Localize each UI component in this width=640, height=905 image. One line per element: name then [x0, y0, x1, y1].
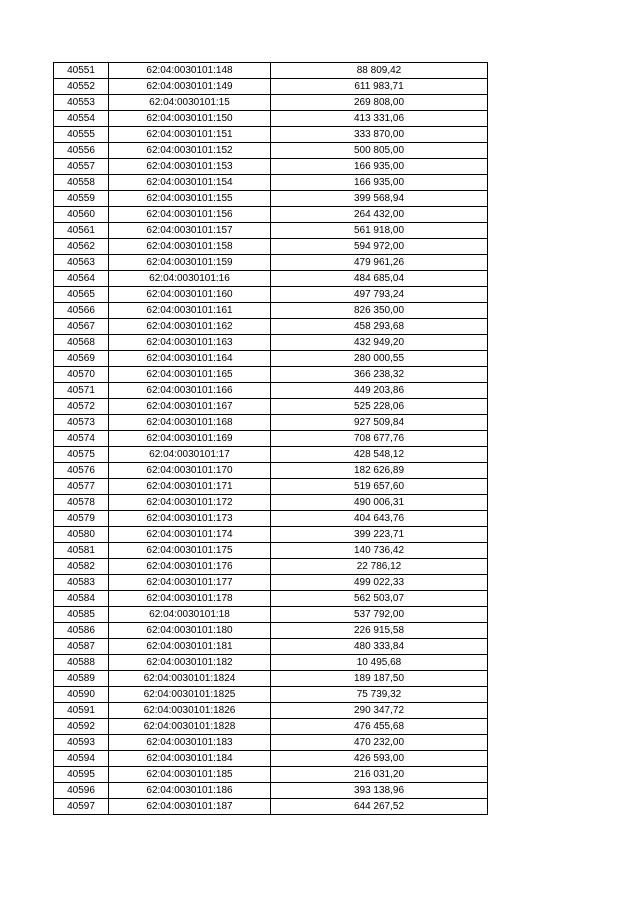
row-number-cell: 40575 — [54, 447, 109, 463]
table-row — [54, 751, 488, 767]
row-number-cell: 40588 — [54, 655, 109, 671]
table-row — [54, 383, 488, 399]
row-number-cell: 40594 — [54, 751, 109, 767]
table-row — [54, 399, 488, 415]
value-cell: 366 238,32 — [271, 367, 488, 383]
row-number-cell: 40561 — [54, 223, 109, 239]
value-cell: 426 593,00 — [271, 751, 488, 767]
cadastral-number-cell: 62:04:0030101:186 — [109, 783, 271, 799]
table-row — [54, 671, 488, 687]
table-row — [54, 415, 488, 431]
table-row — [54, 703, 488, 719]
cadastral-number-cell: 62:04:0030101:149 — [109, 79, 271, 95]
table-row — [54, 479, 488, 495]
cadastral-number-cell: 62:04:0030101:175 — [109, 543, 271, 559]
table-row — [54, 559, 488, 575]
row-number-cell: 40562 — [54, 239, 109, 255]
row-number-cell: 40596 — [54, 783, 109, 799]
row-number-cell: 40557 — [54, 159, 109, 175]
table-row — [54, 463, 488, 479]
value-cell: 189 187,50 — [271, 671, 488, 687]
row-number-cell: 40573 — [54, 415, 109, 431]
row-number-cell: 40567 — [54, 319, 109, 335]
cadastral-number-cell: 62:04:0030101:171 — [109, 479, 271, 495]
value-cell: 470 232,00 — [271, 735, 488, 751]
cadastral-number-cell: 62:04:0030101:173 — [109, 511, 271, 527]
cadastral-number-cell: 62:04:0030101:170 — [109, 463, 271, 479]
table-body — [54, 63, 488, 815]
value-cell: 499 022,33 — [271, 575, 488, 591]
row-number-cell: 40568 — [54, 335, 109, 351]
row-number-cell: 40586 — [54, 623, 109, 639]
value-cell: 166 935,00 — [271, 175, 488, 191]
table-row — [54, 271, 488, 287]
value-cell: 88 809,42 — [271, 63, 488, 79]
table-row — [54, 207, 488, 223]
table-row — [54, 111, 488, 127]
value-cell: 226 915,58 — [271, 623, 488, 639]
table-row — [54, 319, 488, 335]
value-cell: 484 685,04 — [271, 271, 488, 287]
cadastral-number-cell: 62:04:0030101:184 — [109, 751, 271, 767]
table-row — [54, 575, 488, 591]
value-cell: 432 949,20 — [271, 335, 488, 351]
row-number-cell: 40592 — [54, 719, 109, 735]
cadastral-number-cell: 62:04:0030101:1824 — [109, 671, 271, 687]
value-cell: 182 626,89 — [271, 463, 488, 479]
row-number-cell: 40572 — [54, 399, 109, 415]
table-row — [54, 239, 488, 255]
cadastral-number-cell: 62:04:0030101:178 — [109, 591, 271, 607]
cadastral-value-table — [53, 62, 488, 815]
value-cell: 140 736,42 — [271, 543, 488, 559]
table-row — [54, 63, 488, 79]
row-number-cell: 40554 — [54, 111, 109, 127]
row-number-cell: 40595 — [54, 767, 109, 783]
value-cell: 75 739,32 — [271, 687, 488, 703]
row-number-cell: 40585 — [54, 607, 109, 623]
table-row — [54, 543, 488, 559]
table-row — [54, 191, 488, 207]
row-number-cell: 40566 — [54, 303, 109, 319]
row-number-cell: 40571 — [54, 383, 109, 399]
row-number-cell: 40578 — [54, 495, 109, 511]
value-cell: 280 000,55 — [271, 351, 488, 367]
table-row — [54, 639, 488, 655]
cadastral-number-cell: 62:04:0030101:159 — [109, 255, 271, 271]
table-row — [54, 431, 488, 447]
cadastral-number-cell: 62:04:0030101:155 — [109, 191, 271, 207]
row-number-cell: 40582 — [54, 559, 109, 575]
cadastral-number-cell: 62:04:0030101:187 — [109, 799, 271, 815]
value-cell: 537 792,00 — [271, 607, 488, 623]
cadastral-number-cell: 62:04:0030101:180 — [109, 623, 271, 639]
cadastral-number-cell: 62:04:0030101:16 — [109, 271, 271, 287]
cadastral-number-cell: 62:04:0030101:182 — [109, 655, 271, 671]
value-cell: 428 548,12 — [271, 447, 488, 463]
cadastral-number-cell: 62:04:0030101:150 — [109, 111, 271, 127]
row-number-cell: 40583 — [54, 575, 109, 591]
value-cell: 269 808,00 — [271, 95, 488, 111]
cadastral-value-sheet — [53, 62, 487, 815]
row-number-cell: 40564 — [54, 271, 109, 287]
table-row — [54, 255, 488, 271]
value-cell: 264 432,00 — [271, 207, 488, 223]
row-number-cell: 40559 — [54, 191, 109, 207]
row-number-cell: 40570 — [54, 367, 109, 383]
cadastral-number-cell: 62:04:0030101:177 — [109, 575, 271, 591]
cadastral-number-cell: 62:04:0030101:1828 — [109, 719, 271, 735]
table-row — [54, 127, 488, 143]
table-row — [54, 79, 488, 95]
cadastral-number-cell: 62:04:0030101:153 — [109, 159, 271, 175]
table-row — [54, 223, 488, 239]
value-cell: 290 347,72 — [271, 703, 488, 719]
row-number-cell: 40574 — [54, 431, 109, 447]
cadastral-number-cell: 62:04:0030101:1826 — [109, 703, 271, 719]
table-row — [54, 607, 488, 623]
row-number-cell: 40580 — [54, 527, 109, 543]
value-cell: 525 228,06 — [271, 399, 488, 415]
value-cell: 500 805,00 — [271, 143, 488, 159]
value-cell: 594 972,00 — [271, 239, 488, 255]
value-cell: 458 293,68 — [271, 319, 488, 335]
table-row — [54, 687, 488, 703]
table-row — [54, 159, 488, 175]
value-cell: 479 961,26 — [271, 255, 488, 271]
table-row — [54, 623, 488, 639]
table-row — [54, 495, 488, 511]
cadastral-number-cell: 62:04:0030101:154 — [109, 175, 271, 191]
cadastral-number-cell: 62:04:0030101:185 — [109, 767, 271, 783]
cadastral-number-cell: 62:04:0030101:157 — [109, 223, 271, 239]
row-number-cell: 40579 — [54, 511, 109, 527]
cadastral-number-cell: 62:04:0030101:161 — [109, 303, 271, 319]
row-number-cell: 40577 — [54, 479, 109, 495]
table-row — [54, 287, 488, 303]
row-number-cell: 40576 — [54, 463, 109, 479]
table-row — [54, 367, 488, 383]
cadastral-number-cell: 62:04:0030101:152 — [109, 143, 271, 159]
cadastral-number-cell: 62:04:0030101:160 — [109, 287, 271, 303]
row-number-cell: 40589 — [54, 671, 109, 687]
value-cell: 519 657,60 — [271, 479, 488, 495]
table-row — [54, 511, 488, 527]
table-row — [54, 527, 488, 543]
table-row — [54, 799, 488, 815]
value-cell: 476 455,68 — [271, 719, 488, 735]
table-row — [54, 447, 488, 463]
value-cell: 10 495,68 — [271, 655, 488, 671]
cadastral-number-cell: 62:04:0030101:174 — [109, 527, 271, 543]
table-row — [54, 303, 488, 319]
cadastral-number-cell: 62:04:0030101:167 — [109, 399, 271, 415]
row-number-cell: 40565 — [54, 287, 109, 303]
cadastral-number-cell: 62:04:0030101:165 — [109, 367, 271, 383]
cadastral-number-cell: 62:04:0030101:181 — [109, 639, 271, 655]
row-number-cell: 40581 — [54, 543, 109, 559]
cadastral-number-cell: 62:04:0030101:18 — [109, 607, 271, 623]
row-number-cell: 40552 — [54, 79, 109, 95]
value-cell: 611 983,71 — [271, 79, 488, 95]
table-row — [54, 591, 488, 607]
row-number-cell: 40569 — [54, 351, 109, 367]
value-cell: 562 503,07 — [271, 591, 488, 607]
table-row — [54, 719, 488, 735]
cadastral-number-cell: 62:04:0030101:1825 — [109, 687, 271, 703]
value-cell: 490 006,31 — [271, 495, 488, 511]
value-cell: 927 509,84 — [271, 415, 488, 431]
row-number-cell: 40560 — [54, 207, 109, 223]
table-row — [54, 735, 488, 751]
table-row — [54, 655, 488, 671]
value-cell: 404 643,76 — [271, 511, 488, 527]
value-cell: 22 786,12 — [271, 559, 488, 575]
cadastral-number-cell: 62:04:0030101:162 — [109, 319, 271, 335]
cadastral-number-cell: 62:04:0030101:168 — [109, 415, 271, 431]
cadastral-number-cell: 62:04:0030101:164 — [109, 351, 271, 367]
value-cell: 708 677,76 — [271, 431, 488, 447]
cadastral-number-cell: 62:04:0030101:15 — [109, 95, 271, 111]
row-number-cell: 40590 — [54, 687, 109, 703]
cadastral-number-cell: 62:04:0030101:163 — [109, 335, 271, 351]
cadastral-number-cell: 62:04:0030101:148 — [109, 63, 271, 79]
table-row — [54, 351, 488, 367]
table-row — [54, 95, 488, 111]
row-number-cell: 40563 — [54, 255, 109, 271]
row-number-cell: 40591 — [54, 703, 109, 719]
value-cell: 826 350,00 — [271, 303, 488, 319]
cadastral-number-cell: 62:04:0030101:172 — [109, 495, 271, 511]
table-row — [54, 335, 488, 351]
cadastral-number-cell: 62:04:0030101:169 — [109, 431, 271, 447]
value-cell: 399 568,94 — [271, 191, 488, 207]
cadastral-number-cell: 62:04:0030101:176 — [109, 559, 271, 575]
cadastral-number-cell: 62:04:0030101:17 — [109, 447, 271, 463]
value-cell: 480 333,84 — [271, 639, 488, 655]
value-cell: 333 870,00 — [271, 127, 488, 143]
table-row — [54, 175, 488, 191]
cadastral-number-cell: 62:04:0030101:183 — [109, 735, 271, 751]
row-number-cell: 40555 — [54, 127, 109, 143]
table-row — [54, 143, 488, 159]
row-number-cell: 40556 — [54, 143, 109, 159]
cadastral-number-cell: 62:04:0030101:151 — [109, 127, 271, 143]
value-cell: 644 267,52 — [271, 799, 488, 815]
value-cell: 399 223,71 — [271, 527, 488, 543]
row-number-cell: 40584 — [54, 591, 109, 607]
row-number-cell: 40551 — [54, 63, 109, 79]
cadastral-number-cell: 62:04:0030101:158 — [109, 239, 271, 255]
row-number-cell: 40593 — [54, 735, 109, 751]
row-number-cell: 40558 — [54, 175, 109, 191]
row-number-cell: 40597 — [54, 799, 109, 815]
cadastral-number-cell: 62:04:0030101:166 — [109, 383, 271, 399]
value-cell: 413 331,06 — [271, 111, 488, 127]
table-row — [54, 783, 488, 799]
row-number-cell: 40553 — [54, 95, 109, 111]
value-cell: 166 935,00 — [271, 159, 488, 175]
value-cell: 449 203,86 — [271, 383, 488, 399]
table-row — [54, 767, 488, 783]
cadastral-number-cell: 62:04:0030101:156 — [109, 207, 271, 223]
value-cell: 497 793,24 — [271, 287, 488, 303]
value-cell: 393 138,96 — [271, 783, 488, 799]
row-number-cell: 40587 — [54, 639, 109, 655]
value-cell: 561 918,00 — [271, 223, 488, 239]
value-cell: 216 031,20 — [271, 767, 488, 783]
